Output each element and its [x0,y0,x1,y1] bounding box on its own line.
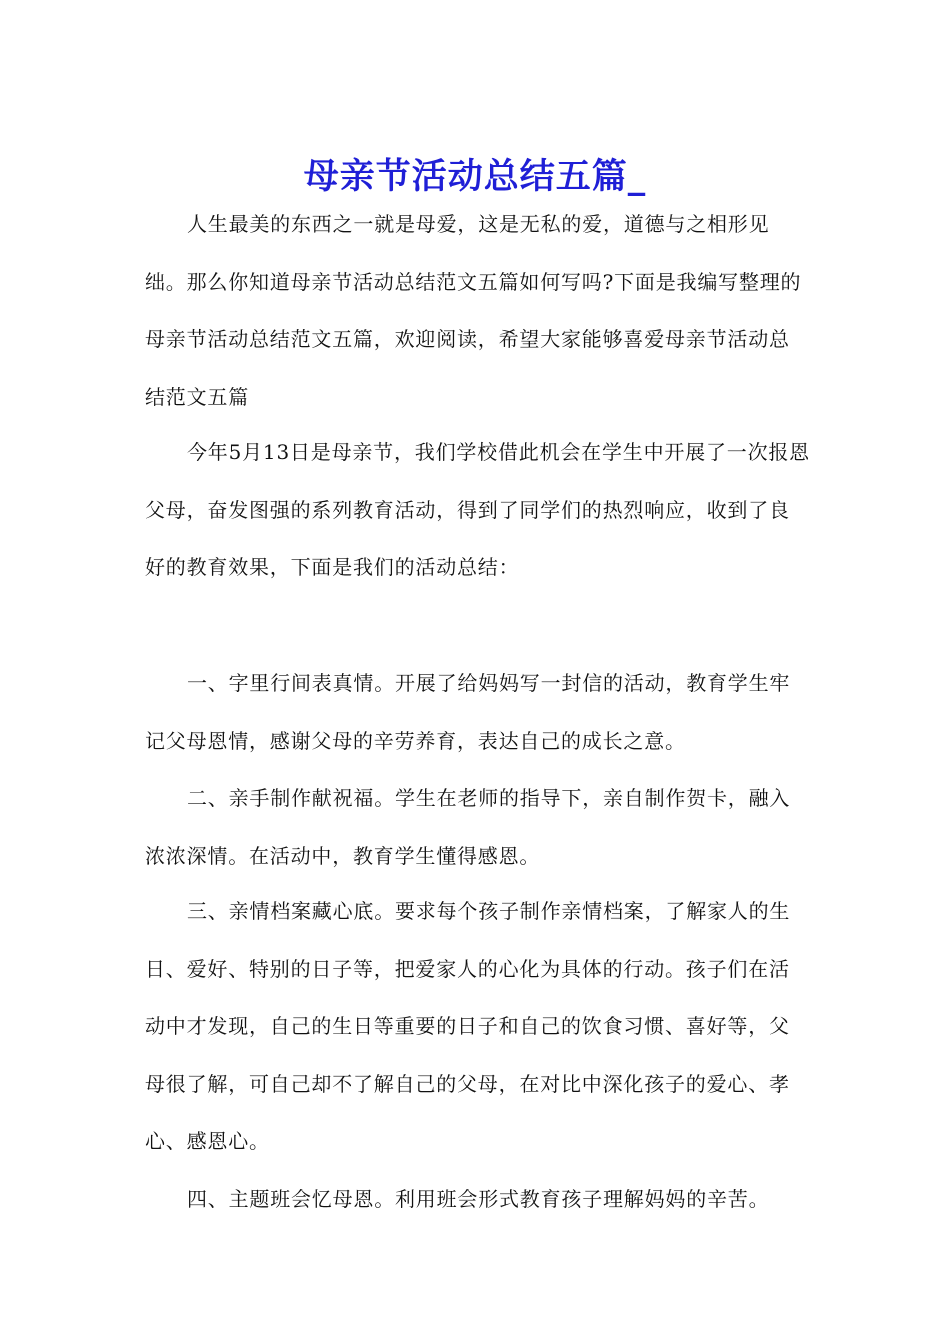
document-title: 母亲节活动总结五篇_ [303,156,647,198]
activity-item-3: 三、亲情档案藏心底。要求每个孩子制作亲情档案，了解家人的生日、爱好、特别的日子等，把爱家人的心化为具体的行动。孩子们在活动中才发现，自己的生日等重要的日子和自己的饮食习惯、喜好等，父母很了解，可自己却不了解自己的父母，在对比中深化孩子的爱心、孝心、感恩心。 [145,899,791,1153]
activity-item-1: 一、字里行间表真情。开展了给妈妈写一封信的活动，教育学生牢记父母恩情，感谢父母的辛劳养育，表达自己的成长之意。 [145,671,791,753]
activity-item-4: 四、主题班会忆母恩。利用班会形式教育孩子理解妈妈的辛苦。 [187,1187,770,1211]
opening-paragraph: 今年5月13日是母亲节，我们学校借此机会在学生中开展了一次报恩父母，奋发图强的系列教育活动，得到了同学们的热烈响应，收到了良好的教育效果，下面是我们的活动总结： [145,440,810,579]
intro-paragraph: 人生最美的东西之一就是母爱，这是无私的爱，道德与之相形见绌。那么你知道母亲节活动总结范文五篇如何写吗?下面是我编写整理的母亲节活动总结范文五篇，欢迎阅读，希望大家能够喜爱母亲节活动总结范文五篇 [145,212,802,409]
activity-item-2: 二、亲手制作献祝福。学生在老师的指导下，亲自制作贺卡，融入浓浓深情。在活动中，教育学生懂得感恩。 [145,786,791,868]
